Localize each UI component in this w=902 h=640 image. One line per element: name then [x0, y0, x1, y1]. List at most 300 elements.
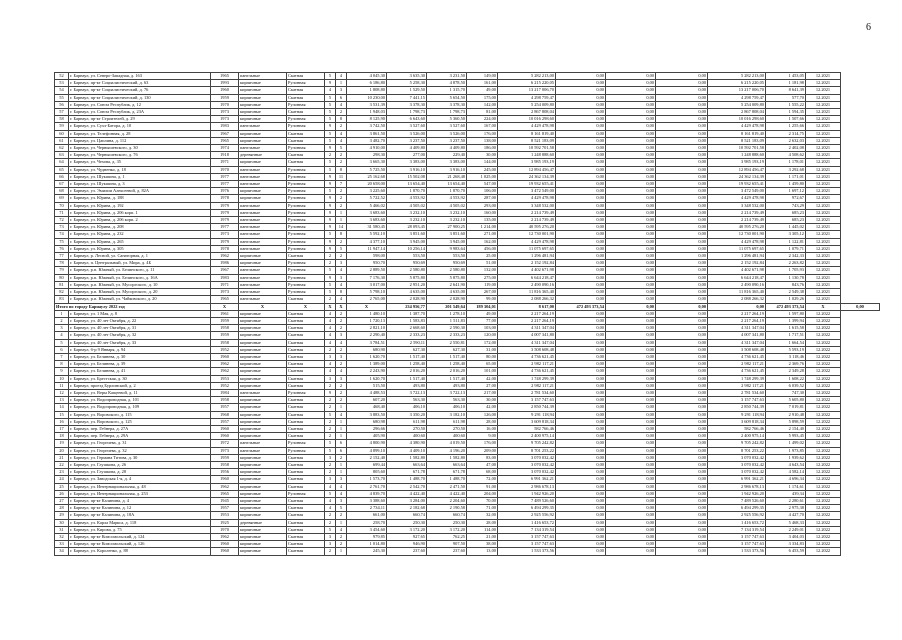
table-cell: 2 550,81	[427, 339, 467, 346]
table-cell: 1970	[211, 526, 239, 533]
table-cell: 10 592 701,58	[498, 145, 556, 152]
table-cell: 1 178,01	[766, 159, 806, 166]
table-cell: 0,00	[556, 339, 606, 346]
table-cell: г. Барнаул, пр-кт Калинина, д. 4	[69, 497, 211, 504]
table-cell: 4	[336, 137, 347, 144]
table-cell: кирпичные	[239, 109, 287, 116]
table-cell: 0,00	[656, 418, 708, 425]
table-cell: панельные	[239, 231, 287, 238]
table-cell: кирпичные	[239, 325, 287, 332]
table-row	[55, 137, 880, 144]
table-cell: 0,00	[606, 541, 656, 548]
table-cell: 4	[325, 332, 336, 339]
table-cell: 0,00	[656, 353, 708, 360]
table-cell: 49,00	[467, 310, 498, 317]
table-cell: 51,00	[467, 260, 498, 267]
table-cell: 144,00	[467, 159, 498, 166]
table-cell: 0,00	[606, 483, 656, 490]
table-cell: 0,00	[556, 361, 606, 368]
table-cell: 1 214,00	[467, 224, 498, 231]
table-cell: 685,23	[766, 217, 806, 224]
table-cell: 2	[336, 188, 347, 195]
table-cell: 1 507,66	[766, 116, 806, 123]
table-cell: г. Барнаул, ул. Белинева, д. 39	[69, 361, 211, 368]
table-cell: 0,00	[606, 188, 656, 195]
table-cell: 1 315,70	[427, 87, 467, 94]
table-cell: 3	[336, 274, 347, 281]
table-cell: 0,00	[656, 505, 708, 512]
table-cell: 0,00	[606, 101, 656, 108]
table-cell: Скатная	[287, 94, 325, 101]
table-cell: 0,00	[556, 181, 606, 188]
table-cell: 2	[325, 469, 336, 476]
table-cell: 1976	[211, 188, 239, 195]
table-cell: 34	[55, 548, 69, 555]
table-cell: 9 705 242,82	[708, 440, 766, 447]
table-cell: 2 925 556,92	[708, 512, 766, 519]
table-cell: 0,00	[556, 433, 606, 440]
table-cell: 101,00	[467, 368, 498, 375]
table-cell: 99,00	[467, 296, 498, 303]
table-cell: 6	[336, 94, 347, 101]
table-cell: 0,00	[656, 209, 708, 216]
table-row	[55, 209, 880, 216]
table-cell: 9	[325, 181, 336, 188]
table-cell: 12.2021	[806, 101, 841, 108]
table-cell: Скатная	[287, 353, 325, 360]
total-cell: X	[347, 303, 387, 310]
table-cell: 1973	[211, 289, 239, 296]
table-cell: 1 948,03	[347, 109, 387, 116]
table-row	[55, 296, 880, 303]
table-cell: 3 334,83	[766, 541, 806, 548]
table-cell: 25,00	[467, 253, 498, 260]
table-row	[55, 166, 880, 173]
table-cell: 8 521 183,09	[708, 137, 766, 144]
table-cell: 0,00	[606, 382, 656, 389]
table-cell: кирпичные	[239, 483, 287, 490]
table-cell: 0,00	[606, 339, 656, 346]
table-cell: 0,00	[656, 80, 708, 87]
table-cell: 0,00	[556, 267, 606, 274]
table-cell: 0,00	[556, 411, 606, 418]
table-cell: 5 254 009,80	[498, 101, 556, 108]
table-row	[55, 368, 880, 375]
table-cell: 1	[336, 519, 347, 526]
table-cell: 17	[55, 425, 69, 432]
table-cell: 3 945,00	[427, 238, 467, 245]
table-row	[55, 382, 880, 389]
table-cell: 12.2021	[806, 260, 841, 267]
table-cell: 0,00	[656, 289, 708, 296]
table-cell: 0,00	[606, 173, 656, 180]
table-cell: 3 172,20	[427, 526, 467, 533]
table-cell: 0,00	[656, 87, 708, 94]
table-cell: 0,00	[556, 425, 606, 432]
table-cell: Скатная	[287, 109, 325, 116]
table-cell: г. Барнаул, пр-кт Социалистический, д. 76	[69, 87, 211, 94]
table-row	[55, 101, 880, 108]
table-cell: г. Барнаул, б-р 9 Января, д. 94	[69, 346, 211, 353]
table-row	[55, 541, 880, 548]
table-cell: Рулонная	[287, 260, 325, 267]
table-cell: 1993	[211, 80, 239, 87]
table-cell: г. Барнаул, ул. Союза Республик, д. 12	[69, 101, 211, 108]
table-cell: 3 683,60	[347, 217, 387, 224]
table-cell: 245,00	[467, 166, 498, 173]
table-cell: 1 517,40	[387, 353, 427, 360]
table-cell: г. Барнаул, ул. Юрина, д. 208	[69, 224, 211, 231]
table-cell: Скатная	[287, 411, 325, 418]
table-cell: 663,64	[387, 461, 427, 468]
table-cell: 2	[336, 109, 347, 116]
table-cell: 0,00	[556, 245, 606, 252]
table-cell: 13 217 006,70	[498, 87, 556, 94]
table-cell: 2 925 556,92	[498, 512, 556, 519]
table-cell: 1959	[211, 454, 239, 461]
table-cell: 2 951,20	[387, 281, 427, 288]
table-cell: Скатная	[287, 519, 325, 526]
table-cell: г. Барнаул, р.п. Южный, ул. Чайковского, д. 20	[69, 296, 211, 303]
table-cell: Рулонная	[287, 274, 325, 281]
table-cell: 11 075 697,65	[708, 245, 766, 252]
table-cell: Скатная	[287, 317, 325, 324]
table-cell: 3 348 532,00	[498, 202, 556, 209]
table-cell: кирпичные	[239, 548, 287, 555]
table-cell: 77	[55, 253, 69, 260]
table-cell: 0,00	[606, 534, 656, 541]
table-cell: Скатная	[287, 296, 325, 303]
table-cell: 28	[55, 505, 69, 512]
table-cell: 1 942 926,20	[498, 490, 556, 497]
table-cell: 24 362 134,39	[498, 173, 556, 180]
table-cell: 0,00	[656, 541, 708, 548]
table-cell: 5 258,30	[387, 80, 427, 87]
table-cell: 4 429 478,98	[708, 123, 766, 130]
table-cell: 611,98	[427, 418, 467, 425]
table-cell: 1	[336, 433, 347, 440]
table-cell: 2 290,40	[347, 332, 387, 339]
table-cell: 0,00	[556, 332, 606, 339]
table-cell: 12.2021	[806, 231, 841, 238]
table-cell: деревянные	[239, 519, 287, 526]
table-cell: 0,00	[656, 137, 708, 144]
table-cell: 0,00	[556, 375, 606, 382]
table-cell: 1983	[211, 274, 239, 281]
table-cell: кирпичные	[239, 353, 287, 360]
table-cell: 0,00	[656, 94, 708, 101]
table-cell: Скатная	[287, 346, 325, 353]
table-cell: 4 409,10	[387, 447, 427, 454]
table-cell: 224,00	[467, 116, 498, 123]
table-cell: 12.2022	[806, 425, 841, 432]
table-cell: панельные	[239, 173, 287, 180]
table-cell: 1 942 926,20	[708, 490, 766, 497]
table-cell: 468,40	[347, 404, 387, 411]
table-row	[55, 469, 880, 476]
table-cell: 9	[325, 389, 336, 396]
table-cell: 270,50	[427, 425, 467, 432]
table-cell: 126,00	[467, 411, 498, 418]
table-cell: Скатная	[287, 87, 325, 94]
table-cell: 12.2022	[806, 548, 841, 555]
table-cell: 5 875,80	[387, 274, 427, 281]
table-cell: 0,00	[556, 253, 606, 260]
table-cell: 1960	[211, 476, 239, 483]
table-cell: 0,00	[606, 267, 656, 274]
table-cell: 4 311 347,04	[498, 325, 556, 332]
table-cell: 2 152 192,84	[498, 260, 556, 267]
table-cell: 1 717,51	[766, 332, 806, 339]
table-cell: 0,00	[606, 166, 656, 173]
table-cell: 3	[336, 497, 347, 504]
table-cell: 10 230,00	[347, 94, 387, 101]
table-row	[55, 181, 880, 188]
table-cell: 0,00	[556, 526, 606, 533]
table-cell: 12.2022	[806, 454, 841, 461]
table-cell: 4	[325, 497, 336, 504]
table-cell: Скатная	[287, 454, 325, 461]
table-cell: Рулонная	[287, 224, 325, 231]
table-cell: 493,80	[427, 382, 467, 389]
table-row	[55, 519, 880, 526]
table-cell: 2 190,58	[427, 505, 467, 512]
table-cell: 400,60	[427, 433, 467, 440]
table-cell: 70,00	[467, 497, 498, 504]
table-row	[55, 526, 880, 533]
table-cell: 1 608,22	[766, 375, 806, 382]
table-row	[55, 512, 880, 519]
table-cell: 103,00	[467, 325, 498, 332]
table-cell: 3 985 193,19	[498, 159, 556, 166]
table-cell: 1971	[211, 159, 239, 166]
table-cell: 3 784,51	[347, 339, 387, 346]
table-cell: 4 380,90	[387, 440, 427, 447]
table-cell: 0,00	[656, 404, 708, 411]
table-cell: 547,00	[467, 181, 498, 188]
table-cell: кирпичные	[239, 526, 287, 533]
table-row	[55, 440, 880, 447]
table-cell: Рулонная	[287, 447, 325, 454]
table-cell: 72	[55, 217, 69, 224]
table-cell: 14	[55, 404, 69, 411]
table-cell: 3 118,46	[766, 353, 806, 360]
table-cell: 2	[336, 238, 347, 245]
table-cell: г. Барнаул, проезд Бурлинский, д. 2	[69, 382, 211, 389]
table-cell: 660,74	[387, 512, 427, 519]
table-cell: г. Барнаул, ул. Чернышевского, д. 76	[69, 152, 211, 159]
table-cell: 1 573,70	[347, 476, 387, 483]
table-row	[55, 332, 880, 339]
table-cell: 0,00	[556, 483, 606, 490]
table-cell: 5	[325, 159, 336, 166]
table-cell: Рулонная	[287, 116, 325, 123]
table-cell: кирпичные	[239, 469, 287, 476]
table-cell: Рулонная	[287, 281, 325, 288]
table-cell: 0,00	[656, 447, 708, 454]
table-cell: кирпичные	[239, 116, 287, 123]
table-cell: 80,00	[467, 353, 498, 360]
table-cell: 12.2022	[806, 512, 841, 519]
table-cell: 2	[336, 310, 347, 317]
total-cell: 201 549,64	[427, 303, 467, 310]
table-cell: панельные	[239, 245, 287, 252]
table-cell: 3 232,10	[387, 209, 427, 216]
table-cell: Скатная	[287, 497, 325, 504]
table-cell: 1953	[211, 375, 239, 382]
table-cell: 9	[325, 274, 336, 281]
table-cell: 0,00	[606, 425, 656, 432]
table-cell: 0,00	[606, 526, 656, 533]
table-cell: 2	[336, 123, 347, 130]
table-cell: 1	[55, 310, 69, 317]
table-cell: 1 122,81	[766, 238, 806, 245]
table-cell: 1958	[211, 325, 239, 332]
table-cell: 0,00	[656, 310, 708, 317]
table-cell: 0,00	[556, 325, 606, 332]
table-cell: 6 453,59	[766, 548, 806, 555]
table-cell: 5	[336, 145, 347, 152]
table-cell: 76	[55, 245, 69, 252]
table-cell: 16	[55, 418, 69, 425]
table-cell: 3 883,50	[347, 411, 387, 418]
table-cell: 0,00	[656, 397, 708, 404]
table-cell: г. Барнаул, пр-кт Социалистический, д. 63	[69, 80, 211, 87]
table-cell: 12.2021	[806, 152, 841, 159]
table-cell: 12.2021	[806, 145, 841, 152]
table-cell: 54	[55, 87, 69, 94]
table-cell: 927,65	[387, 534, 427, 541]
table-cell: 3	[325, 534, 336, 541]
table-cell: 680,98	[347, 418, 387, 425]
table-cell: 0,00	[606, 317, 656, 324]
table-cell: 2 088 266,32	[708, 296, 766, 303]
table-cell: Скатная	[287, 425, 325, 432]
table-cell: 2 152,40	[347, 454, 387, 461]
table-cell: 12.2021	[806, 195, 841, 202]
table-cell: кирпичные	[239, 368, 287, 375]
table-cell: 3 454,60	[347, 526, 387, 533]
table-cell: 0,00	[656, 519, 708, 526]
table-cell: 1973	[211, 447, 239, 454]
table-cell: 0,00	[606, 231, 656, 238]
table-cell: г. Барнаул, ул. Чернышевского, д. 30	[69, 145, 211, 152]
table-cell: 20 658,00	[347, 181, 387, 188]
table-cell: 5 466,02	[347, 202, 387, 209]
table-cell: кирпичные	[239, 80, 287, 87]
table-cell: кирпичные	[239, 505, 287, 512]
table-cell: 1 416 653,72	[498, 519, 556, 526]
table-cell: 0,00	[606, 159, 656, 166]
table-cell: 4 736 621,45	[498, 368, 556, 375]
table-cell: 582 766,46	[708, 425, 766, 432]
table-cell: 28 093,45	[387, 224, 427, 231]
table-cell: 1978	[211, 195, 239, 202]
table-cell: 1 870,70	[387, 188, 427, 195]
table-row	[55, 339, 880, 346]
table-cell: 5 875,80	[427, 274, 467, 281]
table-cell: панельные	[239, 202, 287, 209]
table-cell: 3 172,20	[387, 526, 427, 533]
table-cell: 1 620,70	[347, 353, 387, 360]
table-cell: 0,00	[656, 332, 708, 339]
table-cell: 52	[55, 73, 69, 80]
table-cell: 2	[325, 433, 336, 440]
table-cell: 162,00	[467, 238, 498, 245]
table-cell: 5	[325, 411, 336, 418]
table-cell: 0,00	[606, 181, 656, 188]
table-cell: панельные	[239, 224, 287, 231]
table-cell: 950,69	[427, 260, 467, 267]
table-cell: кирпичные	[239, 87, 287, 94]
table-cell: 176,00	[467, 440, 498, 447]
table-cell: 4	[336, 368, 347, 375]
table-cell: 405,90	[347, 433, 387, 440]
table-cell: 1957	[211, 418, 239, 425]
table-cell: 3	[325, 454, 336, 461]
table-cell: 2 214 739,49	[498, 209, 556, 216]
table-cell: 3 231,50	[427, 73, 467, 80]
total-cell: 0,00	[606, 303, 656, 310]
table-cell: 3	[336, 375, 347, 382]
table-cell: 2	[325, 382, 336, 389]
table-cell: 1 533 373,56	[498, 548, 556, 555]
table-cell: кирпичные	[239, 454, 287, 461]
table-cell: 1 387,70	[387, 310, 427, 317]
table-cell: 2 821,10	[347, 325, 387, 332]
table-cell: 671,78	[427, 469, 467, 476]
table-cell: 0,00	[556, 317, 606, 324]
table-cell: 4	[325, 505, 336, 512]
table-cell: 5	[325, 130, 336, 137]
table-cell: Рулонная	[287, 217, 325, 224]
table-row	[55, 461, 880, 468]
table-cell: панельные	[239, 267, 287, 274]
table-cell: 0,00	[656, 317, 708, 324]
table-cell: 1 973,85	[766, 447, 806, 454]
table-cell: 12.2022	[806, 519, 841, 526]
table-cell: 9	[325, 173, 336, 180]
table-cell: 5 605,80	[766, 397, 806, 404]
table-cell: 5	[325, 166, 336, 173]
table-cell: 577,70	[766, 94, 806, 101]
table-cell: 12.2021	[806, 80, 841, 87]
table-cell: 4	[325, 368, 336, 375]
table-row	[55, 159, 880, 166]
table-cell: 12.2021	[806, 224, 841, 231]
table-cell: 3 945,00	[387, 238, 427, 245]
table-cell: 4 508,62	[766, 152, 806, 159]
table-cell: 22	[55, 461, 69, 468]
table-cell: 0,00	[606, 447, 656, 454]
table-cell: 2 471,50	[427, 483, 467, 490]
table-cell: 132,00	[467, 267, 498, 274]
table-cell: 9	[325, 195, 336, 202]
table-cell: 0,00	[606, 116, 656, 123]
table-cell: 3 157 747,63	[708, 534, 766, 541]
table-cell: 0,00	[556, 80, 606, 87]
table-cell: 0,00	[656, 534, 708, 541]
total-cell: 189 304,01	[467, 303, 498, 310]
table-cell: 7	[55, 353, 69, 360]
table-cell: 1 582,80	[387, 454, 427, 461]
table-cell: кирпичные	[239, 188, 287, 195]
table-cell: 0,00	[656, 130, 708, 137]
table-cell: 82	[55, 289, 69, 296]
table-cell: 19 932 655,41	[708, 181, 766, 188]
table-cell: 0,00	[606, 433, 656, 440]
table-cell: г. Барнаул, ул. Глушкова, д. 28	[69, 469, 211, 476]
